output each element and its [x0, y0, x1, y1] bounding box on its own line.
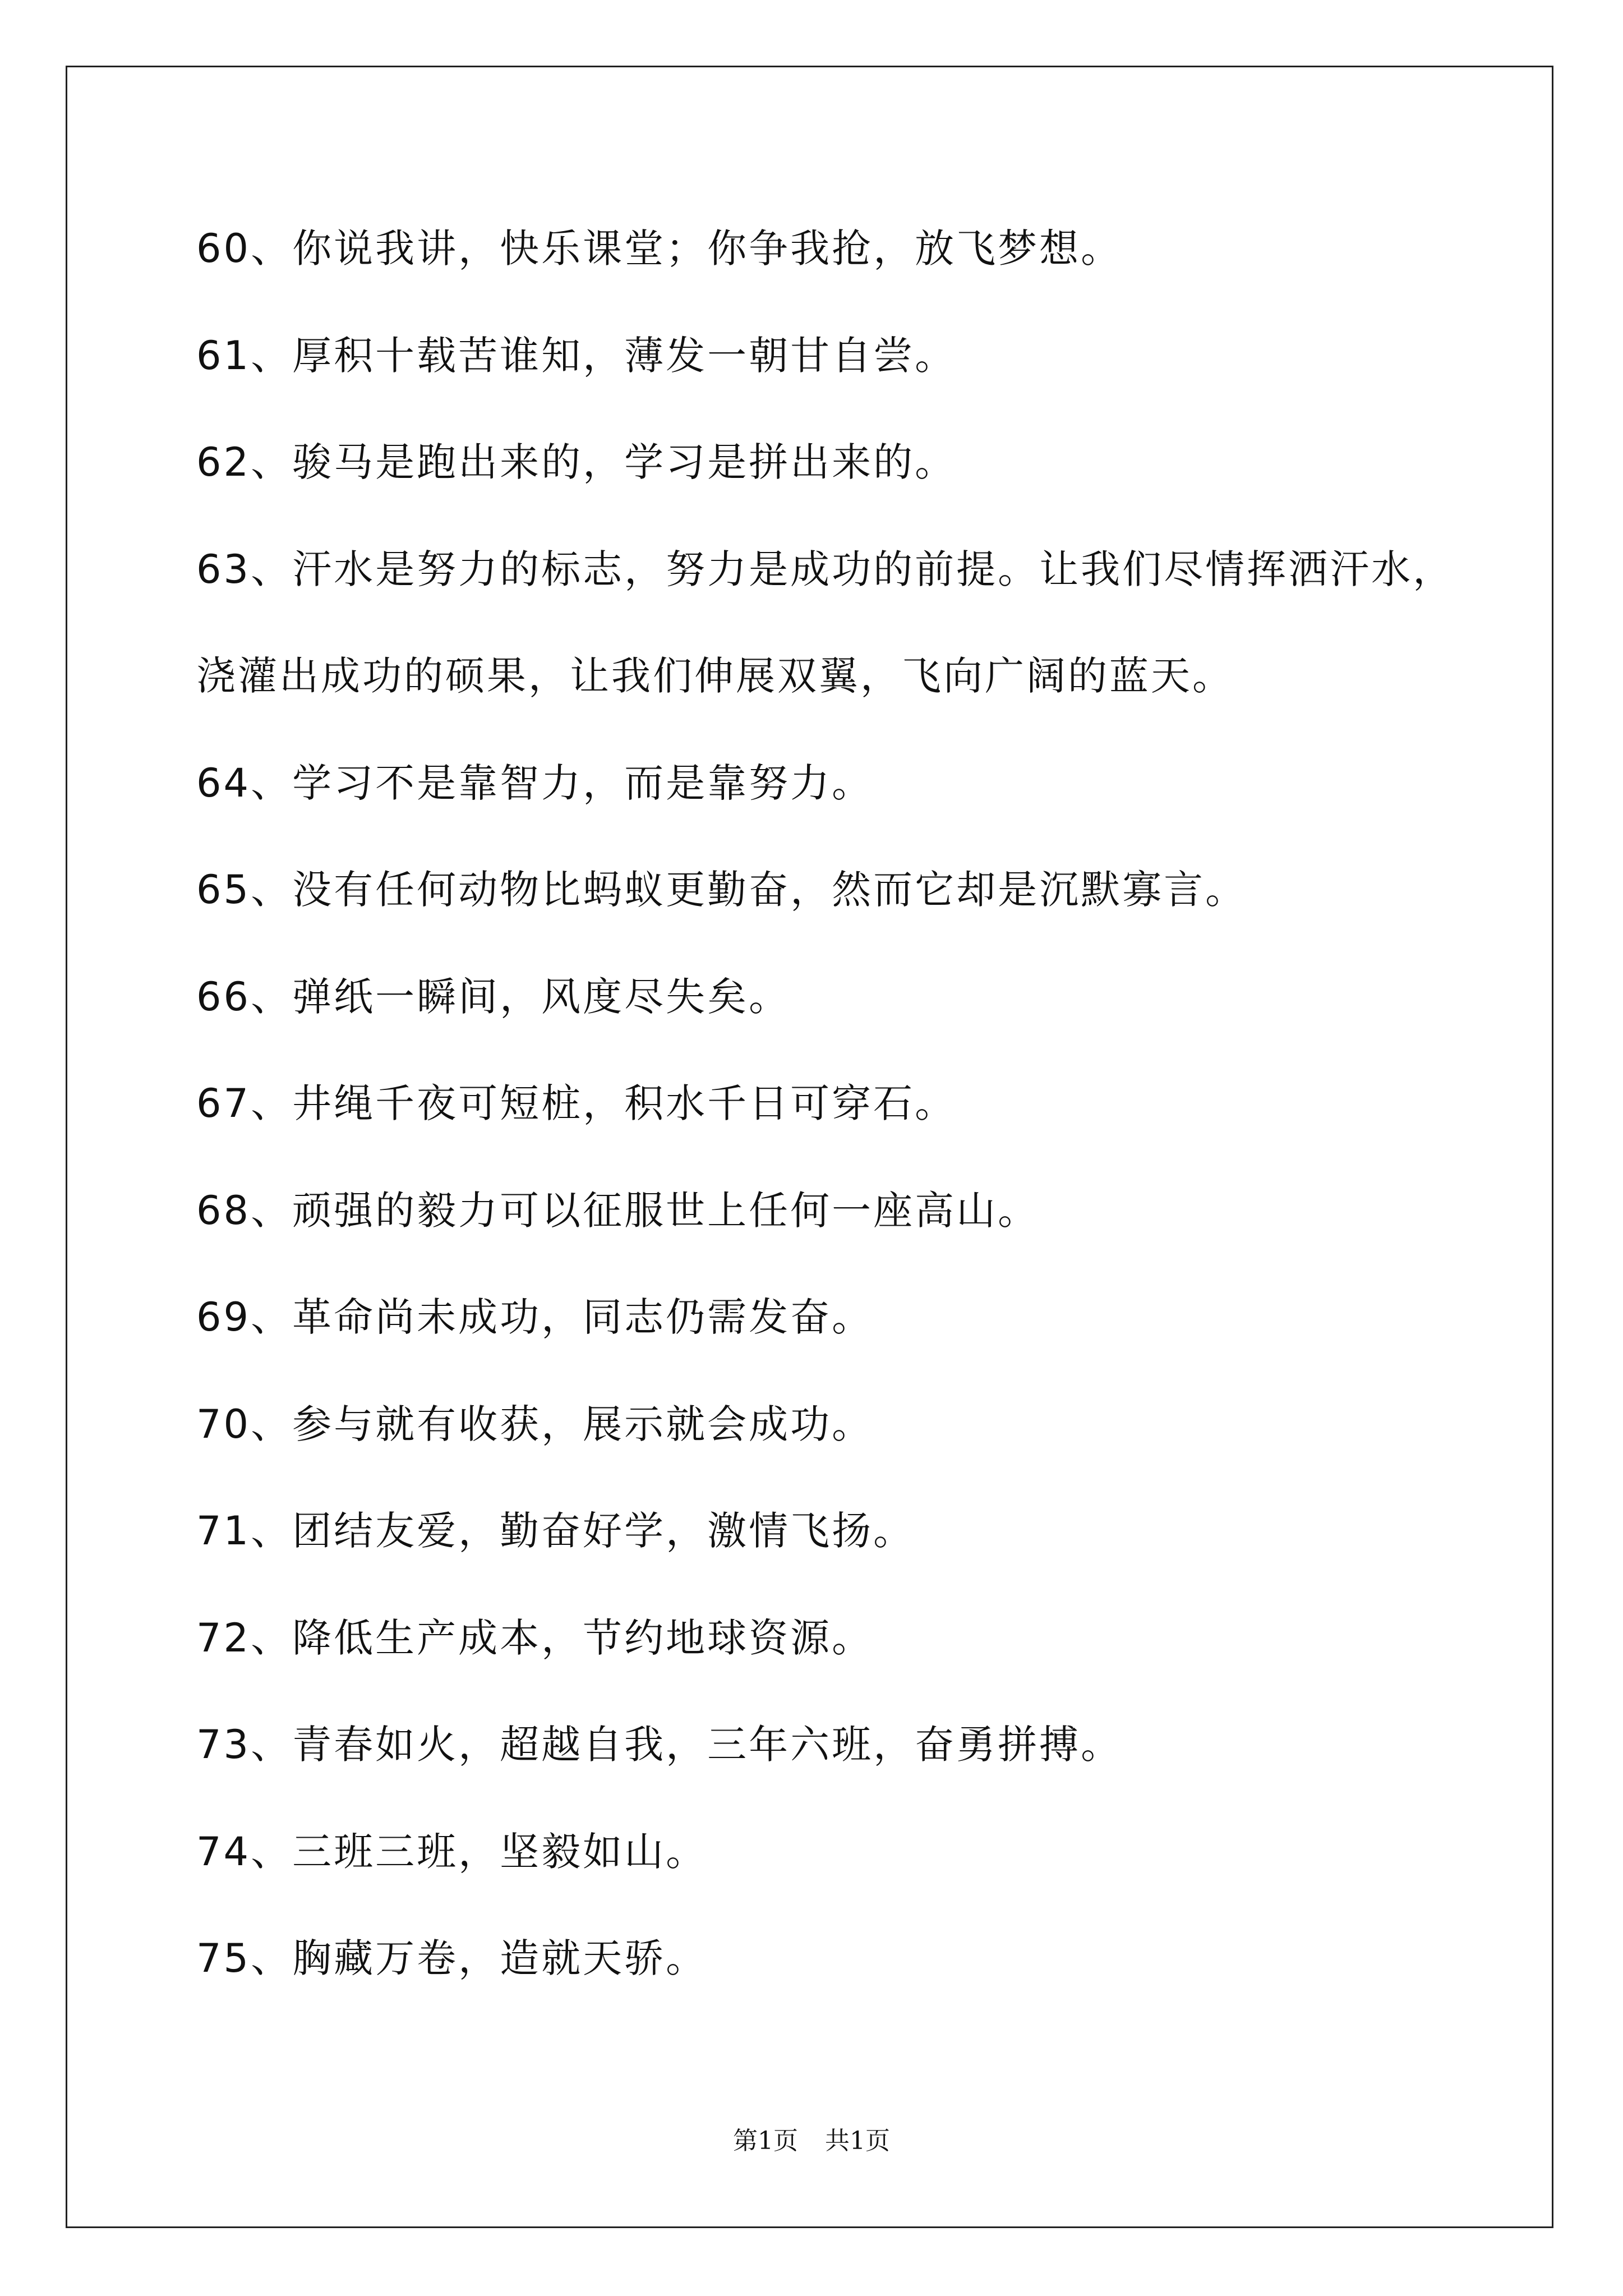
text-line: 67、井绳千夜可短桩，积水千日可穿石。 — [196, 1080, 957, 1126]
text-line: 73、青春如火，超越自我，三年六班，奋勇拼搏。 — [196, 1722, 1123, 1768]
text-line: 71、团结友爱，勤奋好学，激情飞扬。 — [196, 1508, 915, 1554]
text-line: 70、参与就有收获，展示就会成功。 — [196, 1401, 874, 1447]
text-line: 60、你说我讲，快乐课堂；你争我抢，放飞梦想。 — [196, 226, 1123, 272]
document-body — [196, 218, 1458, 2035]
text-line: 浇灌出成功的硕果，让我们伸展双翼，飞向广阔的蓝天。 — [196, 653, 1234, 699]
page-footer — [0, 2120, 1623, 2156]
text-line: 75、胸藏万卷，造就天骄。 — [196, 1935, 708, 1981]
text-line: 72、降低生产成本，节约地球资源。 — [196, 1614, 874, 1661]
text-line: 62、骏马是跑出来的，学习是拼出来的。 — [196, 439, 957, 485]
page-number: 第1页 — [733, 2127, 798, 2155]
text-line: 63、汗水是努力的标志，努力是成功的前提。让我们尽情挥洒汗水， — [196, 546, 1455, 592]
text-line: 64、学习不是靠智力，而是靠努力。 — [196, 760, 874, 806]
text-line: 74、三班三班，坚毅如山。 — [196, 1828, 708, 1875]
text-line: 65、没有任何动物比蚂蚁更勤奋，然而它却是沉默寡言。 — [196, 867, 1247, 913]
text-line: 69、革命尚未成功，同志仍需发奋。 — [196, 1294, 874, 1340]
text-line: 61、厚积十载苦谁知，薄发一朝甘自尝。 — [196, 332, 957, 379]
text-line: 66、弹纸一瞬间，风度尽失矣。 — [196, 973, 791, 1020]
page-total: 共1页 — [825, 2127, 890, 2155]
text-line: 68、顽强的毅力可以征服世上任何一座高山。 — [196, 1187, 1040, 1234]
